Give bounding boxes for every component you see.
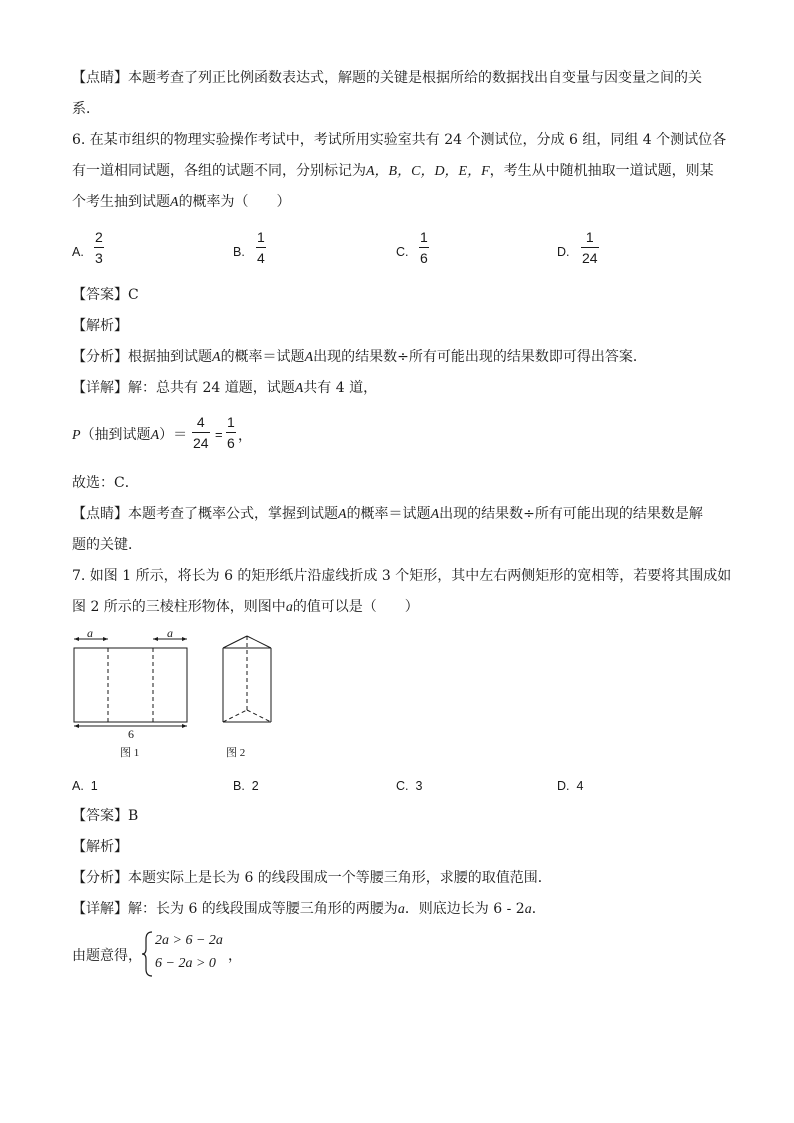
q6-formula-equals: = bbox=[215, 427, 223, 442]
q7-answer: 【答案】B bbox=[72, 808, 139, 824]
q7-option-c: C. 3 bbox=[396, 779, 423, 793]
q6-letters: A，B，C，D，E，F bbox=[366, 164, 490, 179]
q6-formula-prefix: P（抽到试题A）＝ bbox=[72, 427, 188, 443]
q6-formula-fraction1: 4 24 bbox=[193, 414, 209, 451]
q7-jiexi: 【解析】 bbox=[72, 839, 128, 855]
q6-dianjing-line1: 【点睛】本题考查了概率公式，掌握到试题A的概率＝试题A出现的结果数÷所有可能出现的结果数是解 bbox=[72, 506, 703, 522]
figure-1-label-length: 6 bbox=[128, 727, 134, 741]
figure-1-folded-rectangle bbox=[66, 624, 196, 766]
q6-stem-line1: 6. 在某市组织的物理实验操作考试中，考试所用实验室共有 24 个测试位，分成 6 组，同组 4 个测试位各 bbox=[72, 132, 727, 148]
q7-fenxi: 【分析】本题实际上是长为 6 的线段围成一个等腰三角形，求腰的取值范围． bbox=[72, 870, 552, 886]
q7-system-line1: 2a > 6 − 2a bbox=[155, 933, 223, 948]
q6-option-d-label: D. bbox=[557, 245, 570, 259]
q6-option-b-fraction: 1 4 bbox=[257, 229, 265, 266]
q7-option-a: A. 1 bbox=[72, 779, 98, 793]
q6-option-d-fraction: 1 24 bbox=[582, 229, 598, 266]
figure-2-caption: 图 2 bbox=[226, 747, 246, 759]
q7-system-line2: 6 − 2a > 0 bbox=[155, 956, 216, 971]
q6-guxuan: 故选：C． bbox=[72, 475, 139, 491]
q6-option-b-label: B. bbox=[233, 245, 245, 259]
figure-1-label-a-left: a bbox=[87, 626, 93, 640]
q6-answer: 【答案】C bbox=[72, 287, 139, 303]
q6-xiangjie: 【详解】解：总共有 24 道题，试题A共有 4 道， bbox=[72, 380, 378, 396]
figure-1-caption: 图 1 bbox=[120, 747, 140, 759]
q7-system-end: ， bbox=[228, 948, 242, 964]
q6-stem-line3: 个考生抽到试题A的概率为（ ） bbox=[72, 194, 291, 210]
q6-option-a-label: A. bbox=[72, 245, 84, 259]
q7-system-intro: 由题意得， bbox=[72, 948, 142, 964]
q6-dianjing-line2: 题的关键． bbox=[72, 537, 142, 553]
q6-formula-comma: ， bbox=[238, 428, 252, 444]
figure-1-label-a-right: a bbox=[167, 626, 173, 640]
q6-fenxi: 【分析】根据抽到试题A的概率＝试题A出现的结果数÷所有可能出现的结果数即可得出答案． bbox=[72, 349, 647, 365]
q7-option-b: B. 2 bbox=[233, 779, 259, 793]
q6-option-c-fraction: 1 6 bbox=[420, 229, 428, 266]
q6-stem-line2: 有一道相同试题，各组的试题不同，分别标记为A，B，C，D，E，F，考生从中随机抽取一道试题，则某 bbox=[72, 163, 714, 179]
prev-dianjing-line2: 系． bbox=[72, 101, 100, 117]
q7-stem-line2: 图 2 所示的三棱柱形物体，则图中a的值可以是（ ） bbox=[72, 599, 419, 615]
figure-2-triangular-prism bbox=[214, 630, 284, 766]
q7-system-brace bbox=[142, 931, 154, 977]
q6-option-c-label: C. bbox=[396, 245, 409, 259]
q6-option-a-fraction: 2 3 bbox=[95, 229, 103, 266]
q7-stem-line1: 7. 如图 1 所示，将长为 6 的矩形纸片沿虚线折成 3 个矩形，其中左右两侧矩形的宽相等，若要将其围成如 bbox=[72, 568, 732, 584]
prev-dianjing-line1: 【点睛】本题考查了列正比例函数表达式，解题的关键是根据所给的数据找出自变量与因变量之间的关 bbox=[72, 70, 702, 86]
q7-option-d: D. 4 bbox=[557, 779, 584, 793]
q6-jiexi: 【解析】 bbox=[72, 318, 128, 334]
q7-xiangjie: 【详解】解：长为 6 的线段围成等腰三角形的两腰为a．则底边长为 6 - 2a． bbox=[72, 901, 546, 917]
q6-formula-fraction2: 1 6 bbox=[227, 414, 235, 451]
